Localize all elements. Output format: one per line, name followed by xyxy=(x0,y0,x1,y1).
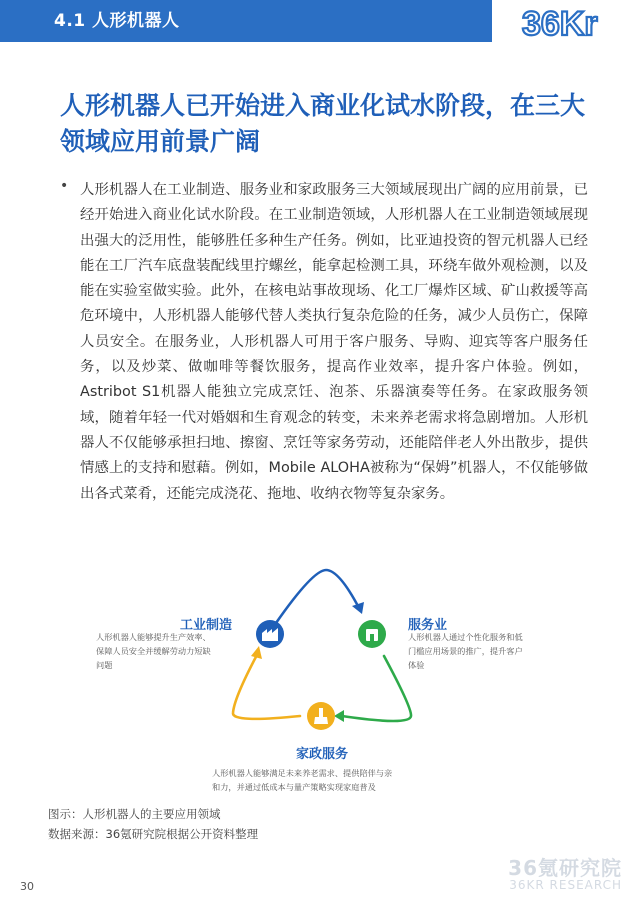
industry-title: 工业制造 xyxy=(180,618,233,633)
service-description xyxy=(408,630,558,672)
figure-caption: 图示：人形机器人的主要应用领域 xyxy=(48,807,221,821)
data-source: 数据来源：36氪研究院根据公开资料整理 xyxy=(48,827,259,841)
home-desc-line: 和力，并通过低成本与量产策略实现家庭普及 xyxy=(212,782,376,792)
section-title: 4.1 人形机器人 xyxy=(54,11,180,31)
brand-logo-text: 36Kr xyxy=(522,5,598,42)
service-desc-line: 门槛应用场景的推广，提升客户 xyxy=(408,646,523,656)
industry-desc-line: 保障人员安全并缓解劳动力短缺 xyxy=(96,646,211,656)
watermark-cn: 36氪研究院 xyxy=(508,856,622,880)
body-paragraph: 人形机器人在工业制造、服务业和家政服务三大领域展现出广阔的应用前景，已经开始进入商业化试水阶段。在工业制造领域，人形机器人在工业制造领域展现出强大的泛用性，能够胜任多种生产任务。例如，比亚迪投资的智元机器人已经能在工厂汽车底盘装配线里拧螺丝，能拿起检测工具，环绕车做外观检测，以及能在实验室做实验。此外，在核电站事故现场、化工厂爆炸区域、矿山救援等高危环境中，人形机器人能够代替人类执行复杂危险的任务，减少人员伤亡，保障人员安全。在服务业，人形机器人可用于客户服务、导购、迎宾等客户服务任务，以及炒菜、做咖啡等餐饮服务，提高作业效率，提升客户体验。例如，Astribot S1机器人能独立完成烹饪、泡茶、乐器演奏等任务。在家政服务领域，随着年轻一代对婚姻和生育观念的转变，未来养老需求将急剧增加。人形机器人不仅能够承担扫地、擦窗、烹饪等家务劳动，还能陪伴老人外出散步，提供情感上的支持和慰藉。例如，Mobile ALOHA被称为“保姆”机器人，不仅能够做出各式菜肴，还能完成浇花、拖地、收纳衣物等复杂家务。 xyxy=(80,182,588,502)
home-service-title: 家政服务 xyxy=(296,747,349,762)
home-service-description xyxy=(212,766,442,794)
home-desc-line: 人形机器人能够满足未来养老需求、提供陪伴与亲 xyxy=(212,768,393,778)
page-number: 30 xyxy=(20,880,34,893)
brand-logo xyxy=(518,2,628,42)
industry-description xyxy=(96,630,256,672)
arrow-head-green xyxy=(334,710,344,722)
service-desc-line: 体验 xyxy=(408,660,425,670)
arrow-industry-to-service xyxy=(276,570,359,623)
shop-icon xyxy=(366,629,378,641)
service-title: 服务业 xyxy=(408,618,448,633)
arrow-service-to-home xyxy=(342,656,411,721)
page-headline: 人形机器人已开始进入商业化试水阶段，在三大领域应用前景广阔 xyxy=(60,91,586,156)
industry-desc-line: 问题 xyxy=(96,660,113,670)
service-desc-line: 人形机器人通过个性化服务和低 xyxy=(408,632,523,642)
watermark-en: 36KR RESEARCH xyxy=(509,878,622,892)
bullet-marker: • xyxy=(60,178,69,194)
application-areas-diagram xyxy=(90,558,560,808)
industry-desc-line: 人形机器人能够提升生产效率、 xyxy=(96,632,211,642)
